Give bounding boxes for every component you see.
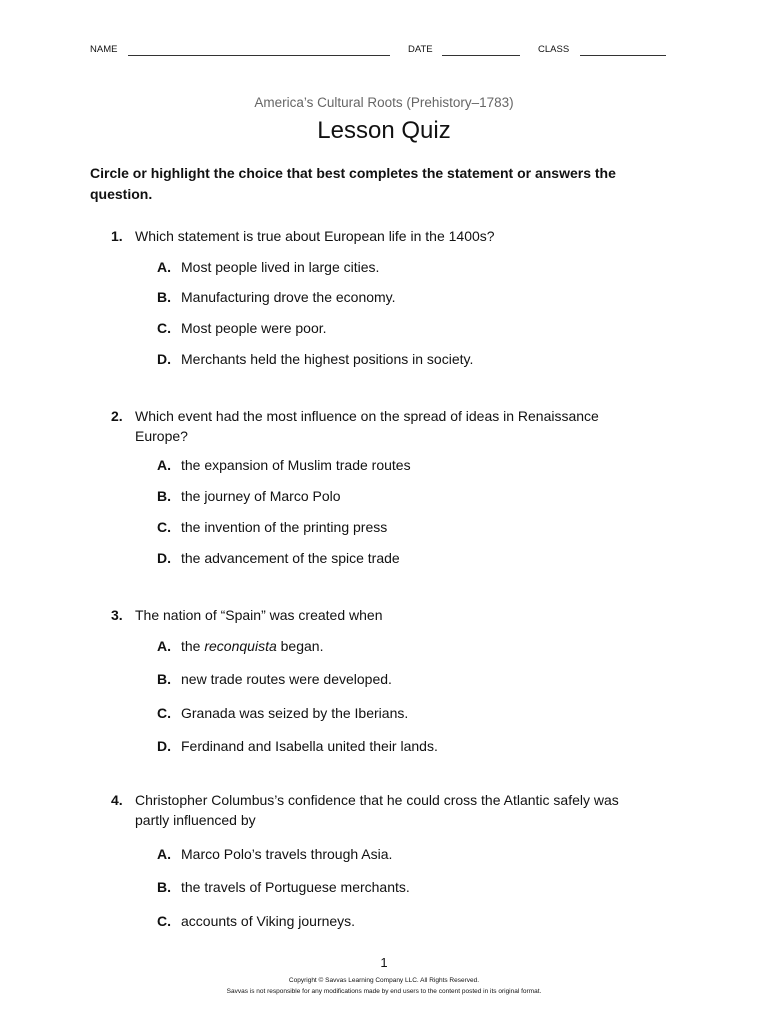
option-2c[interactable]: C. the invention of the printing press	[157, 519, 388, 535]
name-field[interactable]	[128, 55, 390, 56]
student-info-header	[90, 44, 670, 60]
option-3b[interactable]: B. new trade routes were developed.	[157, 671, 392, 687]
question-text: Christopher Columbus’s confidence that he could cross the Atlantic safely was partly influenced by	[135, 792, 619, 828]
class-field[interactable]	[580, 55, 666, 56]
page-number: 1	[380, 955, 388, 970]
question-number: 2.	[111, 408, 123, 424]
class-label: CLASS	[538, 44, 570, 55]
page-title: Lesson Quiz	[317, 117, 451, 144]
option-1d[interactable]: D. Merchants held the highest positions in society.	[157, 351, 474, 367]
question-number: 1.	[111, 228, 123, 244]
name-label: NAME	[90, 44, 118, 55]
option-4a[interactable]: A. Marco Polo’s travels through Asia.	[157, 846, 393, 862]
option-2b[interactable]: B. the journey of Marco Polo	[157, 488, 341, 504]
option-1c[interactable]: C. Most people were poor.	[157, 320, 327, 336]
question-number: 4.	[111, 792, 123, 808]
instructions: Circle or highlight the choice that best completes the statement or answers the question.	[90, 165, 616, 202]
option-2d[interactable]: D. the advancement of the spice trade	[157, 550, 400, 566]
emphasized-term: reconquista	[204, 638, 277, 654]
option-4c[interactable]: C. accounts of Viking journeys.	[157, 913, 356, 929]
option-3d[interactable]: D. Ferdinand and Isabella united their lands.	[157, 738, 438, 754]
disclaimer-line: Savvas is not responsible for any modifications made by end users to the content posted in its original format.	[226, 988, 542, 995]
option-4b[interactable]: B. the travels of Portuguese merchants.	[157, 879, 410, 895]
option-3a[interactable]: A. the reconquista began.	[157, 638, 324, 654]
date-label: DATE	[408, 44, 433, 55]
question-text: Which statement is true about European life in the 1400s?	[135, 228, 495, 244]
copyright-line: Copyright © Savvas Learning Company LLC. All Rights Reserved.	[288, 977, 480, 984]
option-1a[interactable]: A. Most people lived in large cities.	[157, 259, 380, 275]
copyright-notice	[0, 975, 768, 997]
option-2a[interactable]: A. the expansion of Muslim trade routes	[157, 457, 411, 473]
unit-subtitle: America’s Cultural Roots (Prehistory–1783)	[254, 95, 514, 110]
question-text: Which event had the most influence on the spread of ideas in Renaissance Europe?	[135, 408, 599, 444]
option-3c[interactable]: C. Granada was seized by the Iberians.	[157, 705, 409, 721]
question-number: 3.	[111, 607, 123, 623]
date-field[interactable]	[442, 55, 520, 56]
question-text: The nation of “Spain” was created when	[135, 607, 383, 623]
option-1b[interactable]: B. Manufacturing drove the economy.	[157, 289, 396, 305]
